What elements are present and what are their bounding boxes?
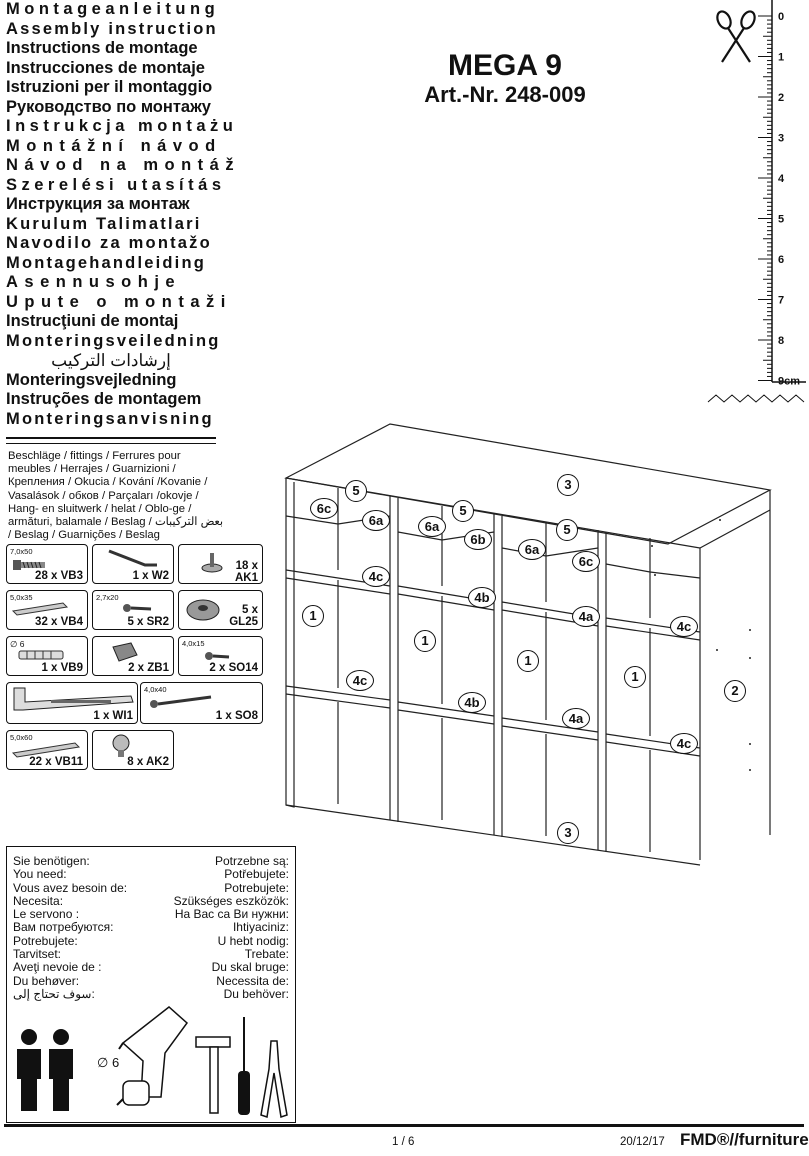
brand-logo: FMD®//furniture	[680, 1130, 809, 1149]
needed-line: Potrebujete:	[13, 933, 78, 948]
needed-line: Potrebujete:	[224, 880, 289, 895]
part-label-5: 5	[556, 519, 578, 541]
title-line: Instrucţiuni de montaj	[6, 312, 179, 330]
tools-needed-right	[174, 855, 289, 1001]
needed-line: Potřebujete:	[224, 867, 289, 882]
fitting-so14	[178, 636, 263, 676]
needed-line: Potrzebne są:	[214, 854, 289, 868]
ruler-mark-label: 0	[778, 11, 785, 23]
tape-measure-icon	[117, 1075, 157, 1111]
part-label-6a: 6a	[518, 539, 546, 560]
title-line: Upute o montaži	[6, 292, 232, 311]
long-screw-icon	[149, 695, 215, 709]
tools-needed-box	[6, 846, 296, 1123]
part-label-1: 1	[624, 666, 646, 688]
title-line: Инструкция за монтаж	[6, 195, 190, 213]
ruler-mark-label: 7	[778, 294, 785, 307]
title-line: Kurulum Talimatlari	[6, 214, 202, 233]
fitting-ak1	[178, 544, 263, 584]
needed-line: Necessita de:	[216, 973, 289, 988]
part-label-3: 3	[557, 822, 579, 844]
title-list	[6, 0, 241, 429]
fitting-size: 2,7x20	[96, 593, 119, 602]
needed-line: Tarvitset:	[13, 947, 62, 962]
title-line: Asennusohje	[6, 273, 182, 291]
two-persons-icon	[15, 1027, 77, 1117]
fitting-label: 1 x SO8	[215, 710, 258, 722]
screw-icon	[123, 603, 153, 615]
part-label-4c: 4c	[362, 566, 390, 587]
part-label-6c: 6c	[572, 551, 600, 572]
ruler-mark-label: 4	[778, 173, 785, 185]
fittings-heading: Beschläge / fittings / Ferrures pour meubles / Herrajes / Guarnizioni / Крепления / Okucia / Kování /Kovanie / Vasalások / обков / Parçaları /okovje / Hang- en sluitwerk / helat / Oblo-ge / armături, balamale / Beslag / بعض التركيبات / Beslag / Guarnições / Beslag	[8, 450, 224, 542]
title-divider	[6, 437, 216, 439]
part-label-4c: 4c	[670, 733, 698, 754]
title-divider	[6, 443, 216, 444]
needed-line: Du skal bruge:	[211, 960, 289, 975]
revision-date: 20/12/17	[620, 1136, 665, 1148]
fitting-vb11	[6, 730, 88, 770]
ruler-mark-label: 6	[778, 254, 785, 266]
fitting-label: 2 x SO14	[209, 662, 258, 674]
fitting-size: 7,0x50	[10, 547, 33, 556]
part-label-4c: 4c	[670, 616, 698, 637]
title-line: Instrukcja montażu	[6, 117, 238, 135]
fitting-label: 1 x W2	[132, 570, 169, 582]
fitting-zb1	[92, 636, 174, 676]
fitting-label: 2 x ZB1	[128, 662, 169, 674]
ruler-mark-label: 9cm	[778, 375, 801, 388]
glue-tube-icon	[111, 641, 141, 663]
title-line: Instrucciones de montaje	[6, 58, 205, 77]
hammer-icon	[192, 1033, 236, 1117]
part-label-6a: 6a	[418, 516, 446, 537]
fitting-label: 22 x VB11	[29, 756, 83, 768]
fitting-label: 28 x VB3	[35, 570, 83, 582]
product-name: MEGA 9	[448, 49, 562, 82]
ruler-mark-label: 2	[778, 92, 785, 104]
part-label-1: 1	[302, 605, 324, 627]
fitting-size: 5,0x60	[10, 733, 33, 742]
fitting-sr2	[92, 590, 174, 630]
drill-size: ∅ 6	[97, 1055, 120, 1070]
fitting-vb4	[6, 590, 88, 630]
pliers-icon	[257, 1039, 291, 1119]
part-label-1: 1	[414, 630, 436, 652]
fitting-wi1	[6, 682, 138, 724]
title-line: Monteringsvejledning	[6, 370, 177, 389]
title-line: Assembly instruction	[6, 19, 218, 38]
part-label-4b: 4b	[458, 692, 486, 713]
needed-line: You need:	[13, 867, 67, 882]
fitting-label: 8 x AK2	[127, 756, 169, 768]
title-line: إرشادات التركيب	[51, 351, 171, 370]
part-label-5: 5	[345, 480, 367, 502]
title-line: Montážní návod	[6, 136, 222, 155]
title-line: Návod na montáž	[6, 156, 241, 174]
fitting-label: 1 x WI1	[93, 710, 133, 722]
fitting-gl25	[178, 590, 263, 630]
article-number: Art.-Nr. 248-009	[424, 82, 586, 107]
title-line: Monteringsanvisning	[6, 409, 214, 428]
title-line: Navodilo za montažo	[6, 234, 212, 252]
part-label-6c: 6c	[310, 498, 338, 519]
fitting-label: 5 x SR2	[127, 616, 169, 628]
wall-plug-icon	[17, 649, 67, 661]
needed-line: سوف تحتاج إلى:	[13, 986, 95, 1001]
screwdriver-icon	[233, 1015, 255, 1119]
wall-bracket-icon	[11, 686, 135, 712]
needed-line: Sie benötigen:	[13, 854, 90, 868]
ruler-mark-label: 1	[778, 51, 785, 64]
title-line: Monteringsveiledning	[6, 331, 221, 350]
fitting-label: 32 x VB4	[35, 616, 83, 628]
needed-line: Du behöver:	[223, 986, 289, 1001]
needed-line: Trebate:	[244, 947, 289, 962]
fitting-size: ∅ 6	[10, 639, 25, 649]
needed-line: Szükséges eszközök:	[173, 893, 289, 908]
part-label-1: 1	[517, 650, 539, 672]
screw-icon	[205, 651, 231, 661]
needed-line: Le servono :	[13, 907, 80, 922]
fitting-size: 5,0x35	[10, 593, 33, 602]
needed-line: Aveţi nevoie de :	[13, 960, 102, 975]
dowel-icon	[11, 741, 81, 757]
title-line: Montagehandleiding	[6, 253, 207, 272]
part-label-2: 2	[724, 680, 746, 702]
part-label-6a: 6a	[362, 510, 390, 531]
fitting-size: 4,0x15	[182, 639, 205, 648]
title-line: Montageanleitung	[6, 0, 220, 18]
dowel-icon	[11, 601, 71, 615]
part-label-4a: 4a	[572, 606, 600, 627]
fitting-vb3	[6, 544, 88, 584]
needed-line: Ihtiyaciniz:	[232, 920, 289, 935]
ruler-mark-label: 8	[778, 335, 785, 347]
needed-line: Vous avez besoin de:	[13, 880, 128, 895]
title-line: Istruzioni per il montaggio	[6, 78, 213, 96]
ruler-mark-label: 5	[778, 213, 785, 226]
title-line: Руководство по монтажу	[6, 97, 211, 116]
page-number: 1 / 6	[392, 1136, 415, 1148]
fitting-size: 4,0x40	[144, 685, 167, 694]
part-label-4a: 4a	[562, 708, 590, 729]
fitting-label: 1 x VB9	[41, 662, 83, 674]
part-label-6b: 6b	[464, 529, 492, 550]
fitting-label: 18 x AK1	[234, 560, 258, 584]
part-label-4c: 4c	[346, 670, 374, 691]
needed-line: Вам потребуются:	[13, 920, 114, 935]
ruler-mark-label: 3	[778, 132, 785, 145]
needed-line: Necesita:	[13, 893, 64, 908]
tools-needed-left	[13, 855, 127, 1001]
needed-line: На Вас са Ви нужни:	[174, 907, 289, 922]
part-label-3: 3	[557, 474, 579, 496]
drill-size-value: 6	[111, 1055, 120, 1070]
allen-key-icon	[105, 547, 160, 567]
product-header	[380, 50, 630, 108]
scissors-icon	[715, 9, 757, 62]
knob-icon	[109, 734, 133, 758]
footer-divider	[4, 1124, 804, 1127]
measuring-ruler	[706, 0, 806, 405]
needed-line: Du behøver:	[13, 973, 80, 988]
part-label-5: 5	[452, 500, 474, 522]
title-line: Instruções de montagem	[6, 390, 202, 408]
fitting-vb9	[6, 636, 88, 676]
fitting-w2	[92, 544, 174, 584]
part-label-4b: 4b	[468, 587, 496, 608]
fitting-so8	[140, 682, 263, 724]
fitting-ak2	[92, 730, 174, 770]
glider-icon	[185, 594, 221, 624]
needed-line: U hebt nodig:	[217, 933, 289, 948]
fitting-label: 5 x GL25	[229, 604, 258, 628]
title-line: Szerelési utasítás	[6, 175, 226, 194]
title-line: Instructions de montage	[6, 39, 198, 57]
